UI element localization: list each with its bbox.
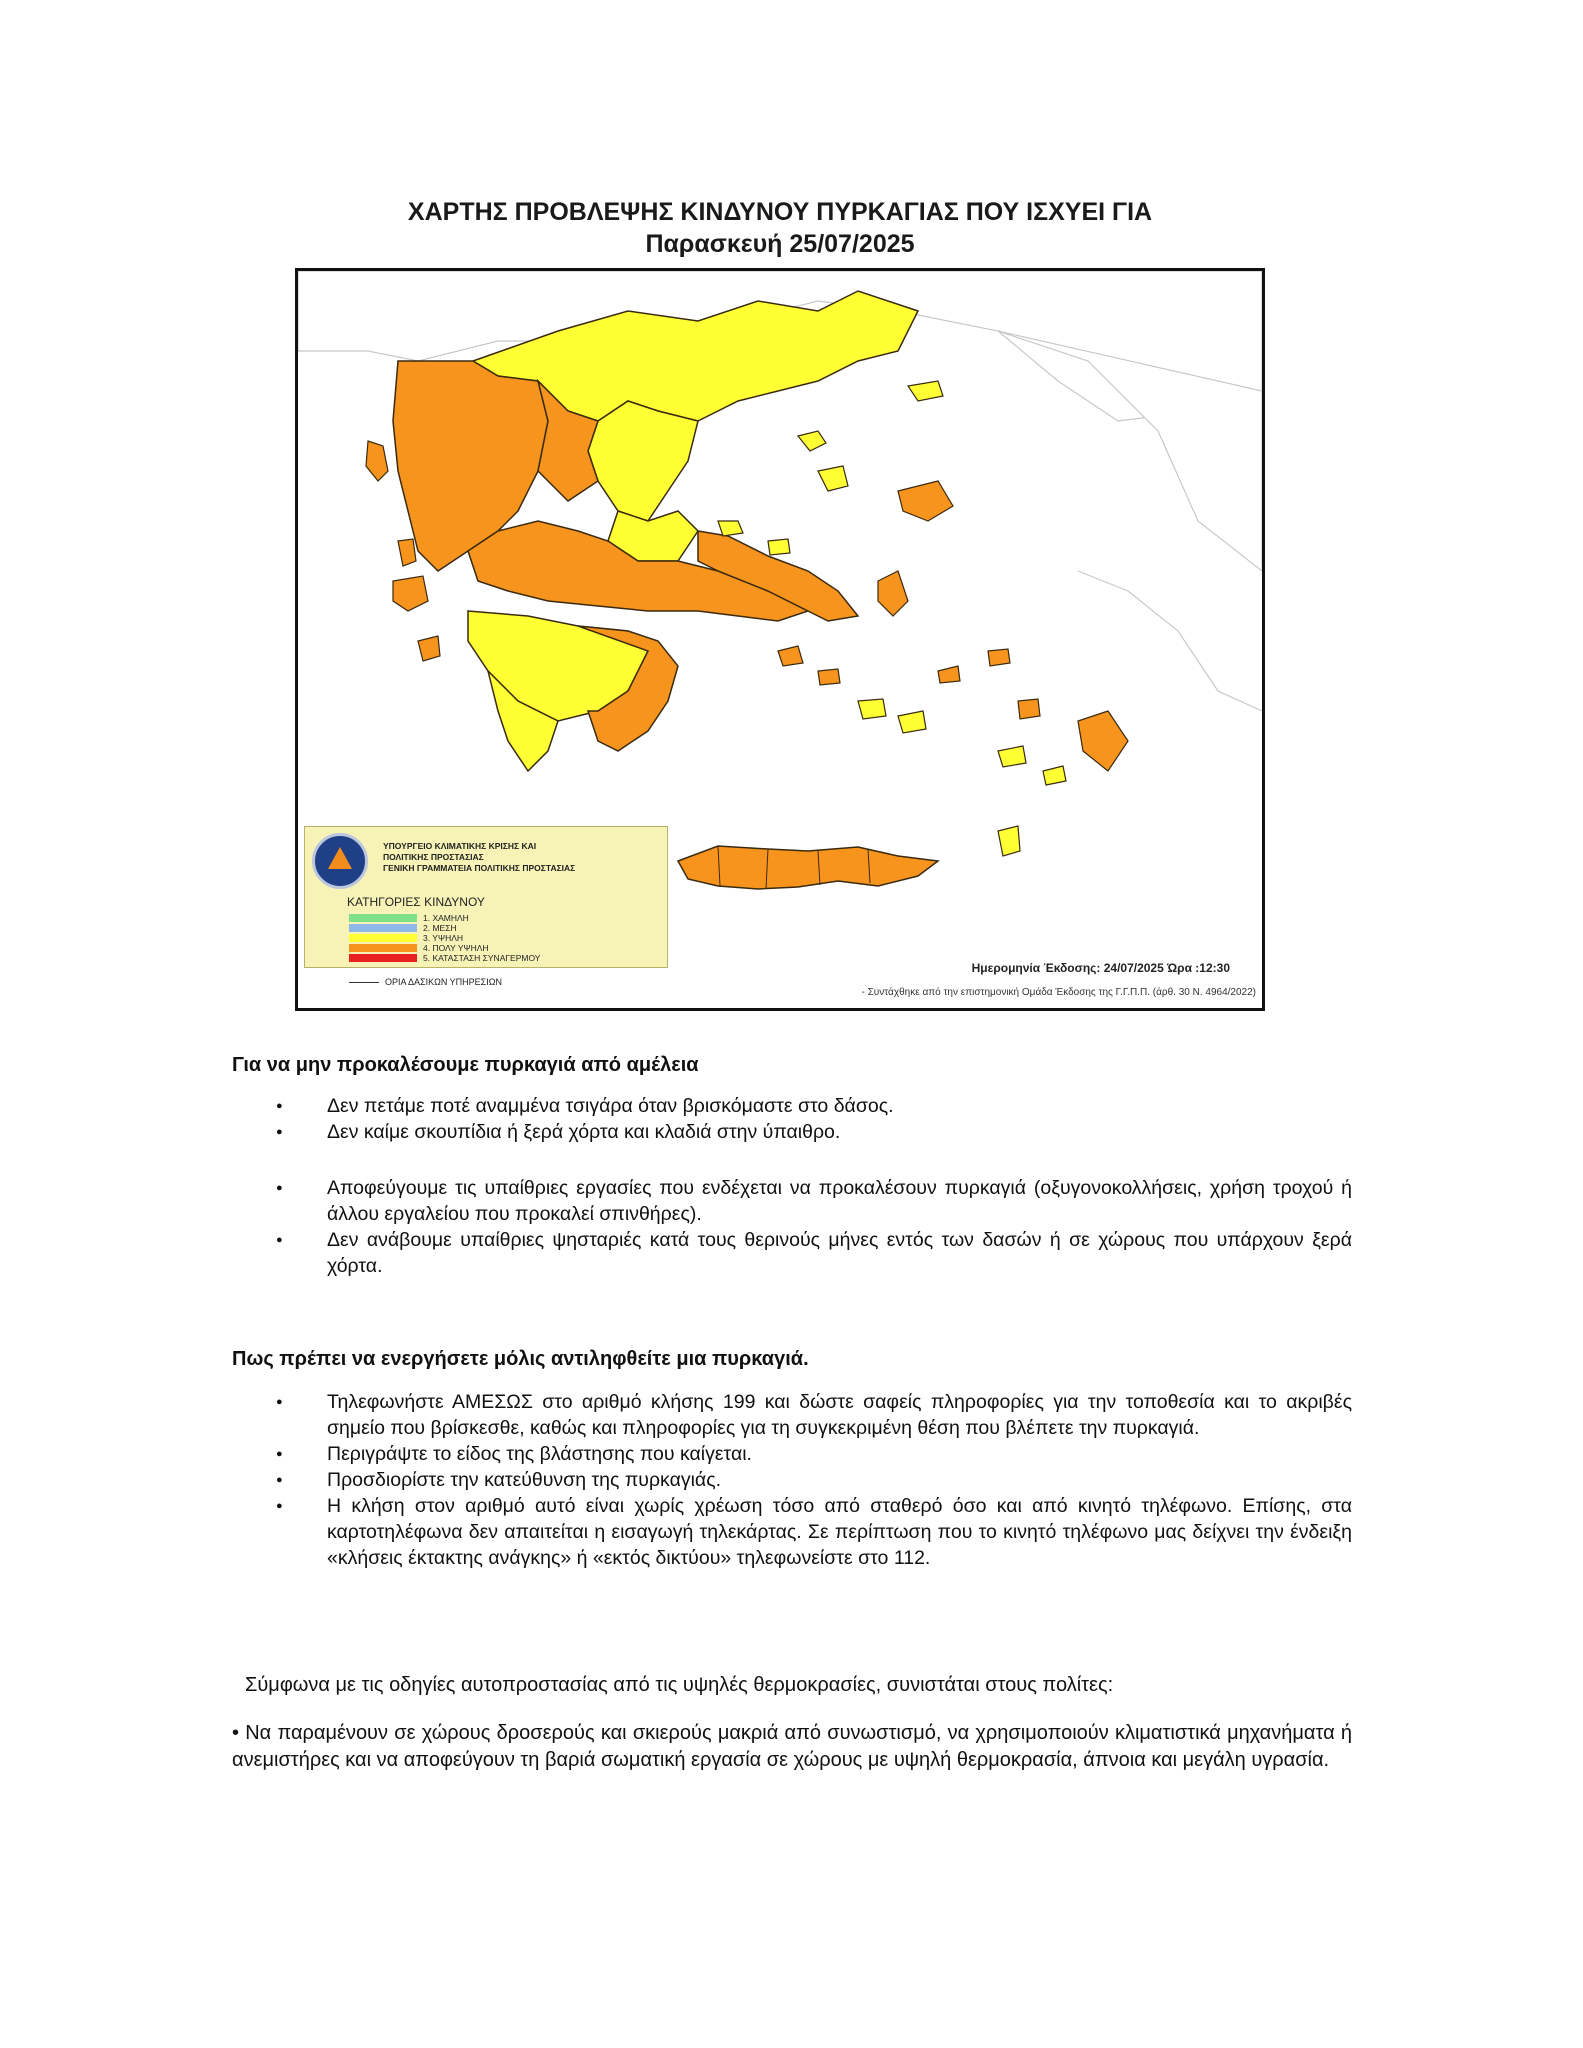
risk-color-swatch (349, 934, 417, 942)
island-samos (988, 649, 1010, 666)
island-andros (778, 646, 803, 666)
list-item: ● Δεν καίμε σκουπίδια ή ξερά χόρτα και κλαδιά στην ύπαιθρο. (232, 1119, 1352, 1145)
risk-category-label: 5. ΚΑΤΑΣΤΑΣΗ ΣΥΝΑΓΕΡΜΟΥ (423, 953, 541, 963)
island-crete (678, 846, 938, 889)
island-skyros (768, 539, 790, 555)
fire-response-list (232, 1389, 1352, 1571)
island-thasos (798, 431, 826, 451)
island-samothrace (908, 381, 943, 401)
island-lesvos (898, 481, 953, 521)
heat-advice: • Να παραμένουν σε χώρους δροσερούς και σκιερούς μακριά από συνωστισμό, να χρησιμοποιούν κλιματιστικά μηχανήματα ή ανεμιστήρες και να αποφεύγουν τη βαριά σωματική εργασία σε χώρους με υψηλή θερμοκρασία, άπνοια και μεγάλη υγρασία. (232, 1722, 1352, 1771)
map-title-date: Παρασκευή 25/07/2025 (645, 230, 915, 258)
risk-category-label: 3. ΥΨΗΛΗ (423, 933, 464, 943)
island-kefalonia (393, 576, 428, 611)
risk-category-label: 1. ΧΑΜΗΛΗ (423, 913, 469, 923)
risk-color-swatch (349, 914, 417, 922)
risk-color-swatch (349, 944, 417, 952)
map-title (300, 196, 1260, 260)
list-item: ● Αποφεύγουμε τις υπαίθριες εργασίες που ενδέχεται να προκαλέσουν πυρκαγιά (οξυγονοκολλήσεις, χρήση τροχού ή άλλου εργαλείου που προκαλεί σπινθήρες). (232, 1175, 1352, 1227)
heat-intro: Σύμφωνα με τις οδηγίες αυτοπροστασίας από τις υψηλές θερμοκρασίες, συνιστάται στους πολίτες: (245, 1674, 1114, 1696)
risk-category-item (349, 913, 540, 923)
coast-outline (1078, 571, 1262, 711)
fire-response-section (232, 1346, 1352, 1571)
negligence-list (232, 1093, 1352, 1279)
island-amorgos (898, 711, 926, 733)
list-item: ● Η κλήση στον αριθμό αυτό είναι χωρίς χρέωση τόσο από σταθερό όσο και από κινητό τηλέφωνο. Επίσης, στα καρτοτηλέφωνα δεν απαιτείται η εισαγωγή τηλεκάρτας. Σε περίπτωση που το κινητό τηλέφωνο μας δείχνει την ένδειξη «κλήσεις έκτακτης ανάγκης» ή «εκτός δικτύου» τηλεφωνείστε στο 112. (232, 1493, 1352, 1571)
list-item: ● Τηλεφωνήστε ΑΜΕΣΩΣ στο αριθμό κλήσης 199 και δώστε σαφείς πληροφορίες για την τοποθεσία και το ακριβές σημείο που βρίσκεσθε, καθώς και πληροφορίες για τη συγκεκριμένη θέση που βλέπετε την πυρκαγιά. (232, 1389, 1352, 1441)
island-skiathos (718, 521, 743, 536)
island-rhodes (1078, 711, 1128, 771)
island-karpathos-north (1043, 766, 1066, 785)
island-ikaria (938, 666, 960, 683)
list-item: ● Δεν πετάμε ποτέ αναμμένα τσιγάρα όταν βρισκόμαστε στο δάσος. (232, 1093, 1352, 1119)
civil-protection-logo-icon (312, 833, 368, 889)
island-kos (1018, 699, 1040, 719)
region-thessaly-north (588, 401, 698, 521)
map-title-line1: ΧΑΡΤΗΣ ΠΡΟΒΛΕΨΗΣ ΚΙΝΔΥΝΟΥ ΠΥΡΚΑΓΙΑΣ ΠΟΥ ΙΣΧΥΕΙ ΓΙΑ (407, 198, 1153, 226)
risk-categories-list (349, 913, 540, 963)
issue-date: Ημερομηνία Έκδοσης: 24/07/2025 Ώρα :12:30 (971, 961, 1230, 975)
island-chios (878, 571, 908, 616)
island-corfu (366, 441, 388, 481)
island-astypalaia (998, 746, 1026, 767)
risk-category-item (349, 943, 540, 953)
negligence-heading: Για να μην προκαλέσουμε πυρκαγιά από αμέλεια (232, 1054, 699, 1076)
forest-boundary-legend: ΟΡΙΑ ΔΑΣΙΚΩΝ ΥΠΗΡΕΣΙΩΝ (349, 977, 502, 987)
fire-response-heading: Πως πρέπει να ενεργήσετε μόλις αντιληφθείτε μια πυρκαγιά. (232, 1348, 809, 1370)
boundary-line-icon (349, 982, 379, 983)
ministry-name: ΥΠΟΥΡΓΕΙΟ ΚΛΙΜΑΤΙΚΗΣ ΚΡΙΣΗΣ ΚΑΙ ΠΟΛΙΤΙΚΗΣ ΠΡΟΣΤΑΣΙΑΣ ΓΕΝΙΚΗ ΓΡΑΜΜΑΤΕΙΑ ΠΟΛΙΤΙΚΗΣ ΠΡΟΣΤΑΣΙΑΣ (383, 841, 576, 873)
risk-category-item (349, 953, 540, 963)
island-tinos (818, 669, 840, 685)
island-lefkada (398, 539, 416, 566)
island-naxos (858, 699, 886, 719)
list-item: ● Δεν ανάβουμε υπαίθριες ψησταριές κατά τους θερινούς μήνες εντός των δασών ή σε χώρους που υπάρχουν ξερά χόρτα. (232, 1227, 1352, 1279)
island-limnos (818, 466, 848, 491)
risk-category-label: 4. ΠΟΛΥ ΥΨΗΛΗ (423, 943, 489, 953)
risk-categories-title: ΚΑΤΗΓΟΡΙΕΣ ΚΙΝΔΥΝΟΥ (347, 895, 485, 909)
negligence-section (232, 1052, 1352, 1279)
island-karpathos (998, 826, 1020, 856)
compiled-note: - Συντάχθηκε από την επιστημονική Ομάδα Έκδοσης της Γ.Γ.Π.Π. (άρθ. 30 Ν. 4964/2022) (861, 987, 1256, 998)
island-zakynthos (418, 636, 440, 661)
risk-category-label: 2. ΜΕΣΗ (423, 923, 457, 933)
risk-category-item (349, 923, 540, 933)
map-legend (304, 826, 668, 987)
list-item: ● Προσδιορίστε την κατεύθυνση της πυρκαγιάς. (232, 1467, 1352, 1493)
risk-color-swatch (349, 924, 417, 932)
list-item: ● Περιγράψτε το είδος της βλάστησης που καίγεται. (232, 1441, 1352, 1467)
fire-risk-map (295, 268, 1265, 1011)
risk-color-swatch (349, 954, 417, 962)
risk-category-item (349, 933, 540, 943)
